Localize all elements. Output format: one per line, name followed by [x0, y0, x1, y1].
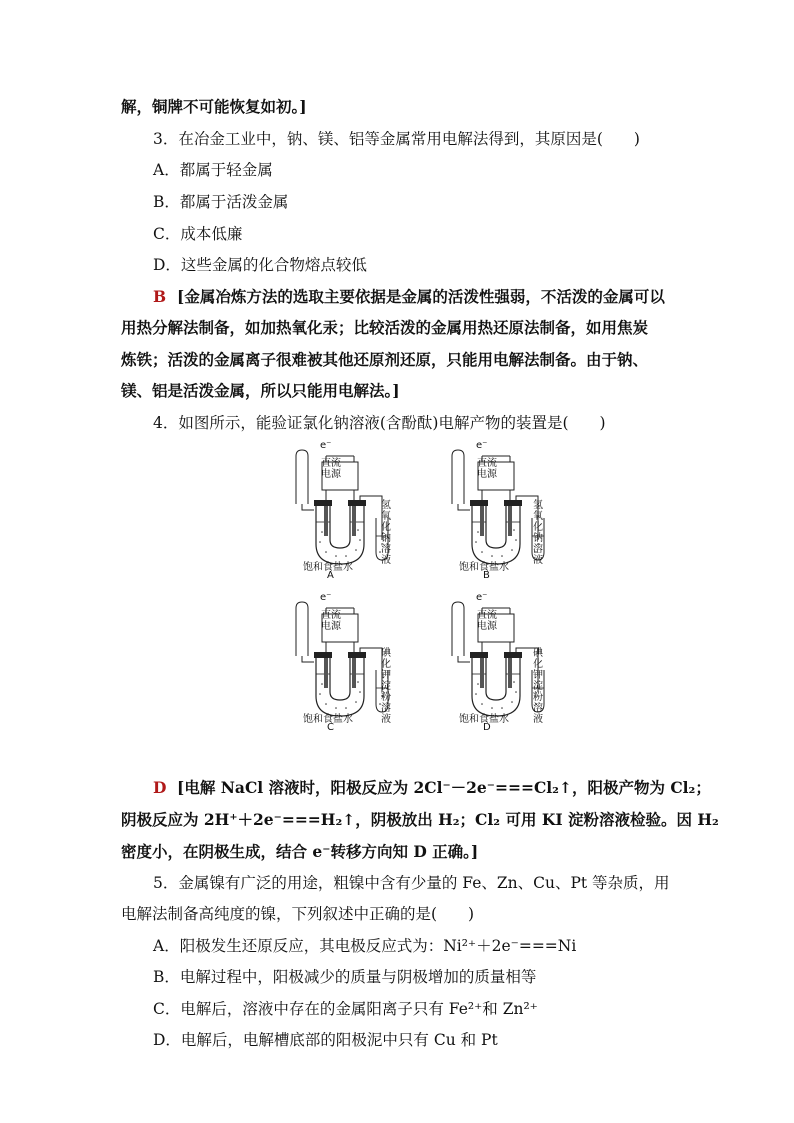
apparatus-letter-b: B: [483, 570, 490, 581]
reagent-label-c: 碘化钾淀粉溶液: [381, 648, 391, 725]
answer-3-letter: B: [153, 287, 167, 306]
question-5-line-2: 电解法制备高纯度的镍，下列叙述中正确的是( ): [121, 905, 475, 923]
option-5a: A．阳极发生还原反应，其电极反应式为：Ni²⁺＋2e⁻===Ni: [153, 937, 577, 955]
answer-3-line-1: [金属冶炼方法的选取主要依据是金属的活泼性强弱，不活泼的金属可以: [177, 287, 665, 306]
question-3: 3．在冶金工业中，钠、镁、铝等金属常用电解法得到，其原因是( ): [153, 130, 640, 148]
reagent-label-a: 氢氧化钠溶液: [381, 500, 391, 566]
option-3d: D．这些金属的化合物熔点较低: [153, 256, 367, 274]
salt-water-label-d: 饱和食盐水: [459, 714, 509, 725]
option-5d: D．电解后，电解槽底部的阳极泥中只有 Cu 和 Pt: [153, 1031, 498, 1049]
continuation-line: 解，铜牌不可能恢复如初。]: [121, 97, 307, 116]
answer-3-line-2: 用热分解法制备，如加热氧化汞；比较活泼的金属用热还原法制备，如用焦炭: [121, 318, 649, 337]
power-label-a: 直流 电源: [321, 458, 341, 480]
apparatus-letter-a: A: [327, 570, 334, 581]
electron-label-a: e⁻: [320, 440, 332, 451]
option-3c: C．成本低廉: [153, 225, 243, 243]
answer-4-line-1: [电解 NaCl 溶液时，阳极反应为 2Cl⁻－2e⁻===Cl₂↑，阳极产物为 Cl₂；: [177, 778, 711, 797]
salt-water-label-a: 饱和食盐水: [303, 562, 353, 573]
salt-water-label-b: 饱和食盐水: [459, 562, 509, 573]
power-label-c: 直流 电源: [321, 610, 341, 632]
apparatus-letter-c: C: [327, 722, 334, 733]
option-5b: B．电解过程中，阳极减少的质量与阴极增加的质量相等: [153, 968, 537, 986]
reagent-label-d: 碘化钾淀粉溶液: [533, 648, 543, 725]
electron-label-d: e⁻: [476, 592, 488, 603]
option-5c: C．电解后，溶液中存在的金属阳离子只有 Fe²⁺和 Zn²⁺: [153, 1000, 538, 1018]
salt-water-label-c: 饱和食盐水: [303, 714, 353, 725]
answer-3-line-3: 炼铁；活泼的金属离子很难被其他还原剂还原，只能用电解法制备。由于钠、: [121, 350, 649, 369]
apparatus-letter-d: D: [483, 722, 491, 733]
question-5-line-1: 5．金属镍有广泛的用途，粗镍中含有少量的 Fe、Zn、Cu、Pt 等杂质，用: [153, 874, 670, 892]
reagent-label-b: 氢氧化钠溶液: [533, 500, 543, 566]
power-label-b: 直流 电源: [477, 458, 497, 480]
answer-4-letter: D: [153, 778, 167, 797]
answer-3-line-4: 镁、铝是活泼金属，所以只能用电解法。]: [121, 381, 400, 400]
power-label-d: 直流 电源: [477, 610, 497, 632]
option-3b: B．都属于活泼金属: [153, 193, 289, 211]
electron-label-c: e⁻: [320, 592, 332, 603]
answer-4-line-2: 阴极反应为 2H⁺＋2e⁻===H₂↑，阴极放出 H₂；Cl₂ 可用 KI 淀粉溶液检验。因 H₂: [121, 810, 719, 829]
electron-label-b: e⁻: [476, 440, 488, 451]
question-4: 4．如图所示，能验证氯化钠溶液(含酚酞)电解产物的装置是( ): [153, 414, 606, 432]
electrolysis-apparatus-figure: [278, 440, 554, 730]
option-3a: A．都属于轻金属: [153, 161, 273, 179]
answer-4-line-3: 密度小，在阴极生成，结合 e⁻转移方向知 D 正确。]: [121, 842, 479, 861]
